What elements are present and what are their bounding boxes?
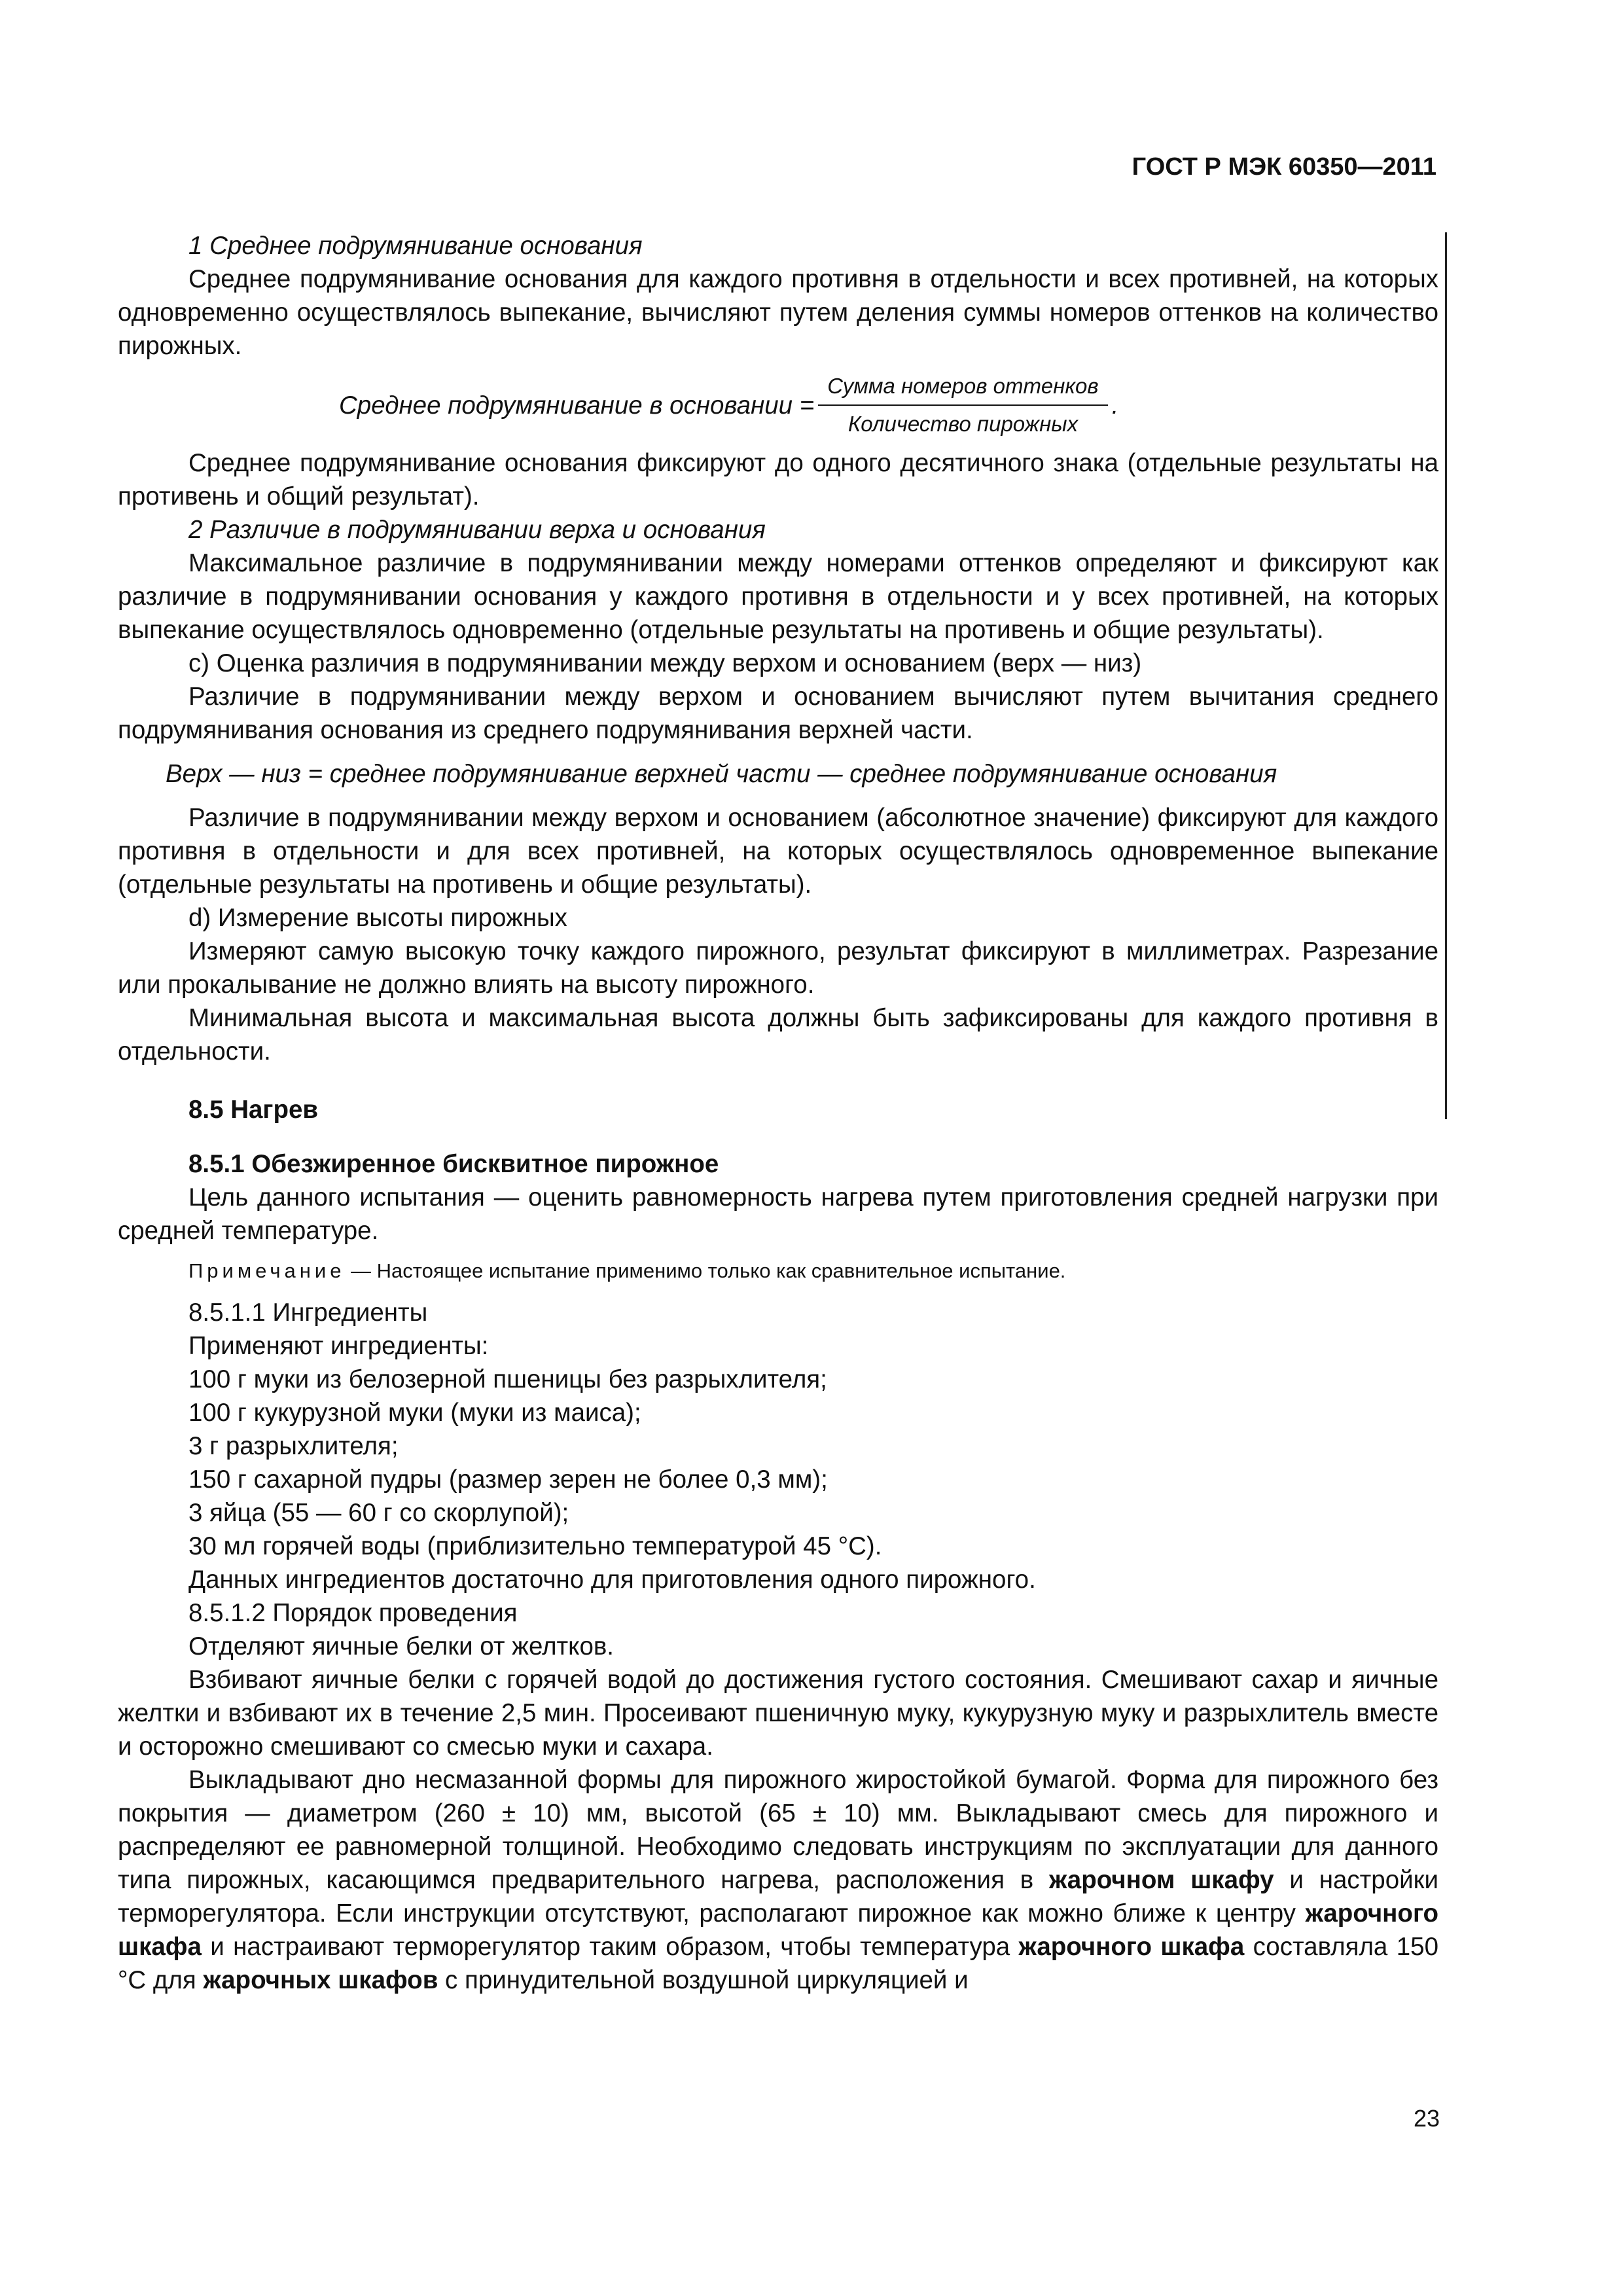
ingredient-item: 100 г кукурузной муки (муки из маиса); xyxy=(188,1399,641,1427)
formula-numerator: Сумма номеров оттенков xyxy=(818,372,1107,406)
item-1-heading xyxy=(118,229,1438,262)
ingredient-item: 3 яйца (55 — 60 г со скорлупой); xyxy=(188,1499,569,1527)
formula-top-bottom: Верх — низ = среднее подрумянивание верхней части — среднее подрумянивание основания xyxy=(166,760,1277,788)
paragraph: Различие в подрумянивании между верхом и основанием вычисляют путем вычитания среднего подрумянивания основания из среднего подрумянивания верхней части. xyxy=(118,683,1438,744)
page-number: 23 xyxy=(1413,2105,1440,2132)
ingredient-item: 150 г сахарной пудры (размер зерен не более 0,3 мм); xyxy=(188,1465,828,1494)
paragraph: Максимальное различие в подрумянивании между номерами оттенков определяют и фиксируют как различие в подрумянивании основания у каждого противня в отдельности и у всех противней, на которых выпекание осуществлялось одновременно (отдельные результаты на противень и общие результаты). xyxy=(118,549,1438,644)
term-bold: жарочного шкафа xyxy=(1018,1933,1245,1961)
ingredient-item: 100 г муки из белозерной пшеницы без разрыхлителя; xyxy=(188,1365,827,1393)
text-run: составляла 150 °С для xyxy=(118,1933,1438,1994)
section-heading-8-5-1: 8.5.1 Обезжиренное бисквитное пирожное xyxy=(188,1150,719,1178)
paragraph: Данных ингредиентов достаточно для приготовления одного пирожного. xyxy=(188,1566,1036,1594)
paragraph: Отделяют яичные белки от желтков. xyxy=(188,1632,615,1660)
ingredient-item: 3 г разрыхлителя; xyxy=(188,1432,399,1460)
formula-average-browning xyxy=(118,372,1438,439)
paragraph: Цель данного испытания — оценить равномерность нагрева путем приготовления средней нагрузки при средней температуре. xyxy=(118,1183,1438,1245)
paragraph: Измеряют самую высокую точку каждого пирожного, результат фиксируют в миллиметрах. Разрезание или прокалывание не должно влиять на высоту пирожного. xyxy=(118,937,1438,999)
standard-designation: ГОСТ Р МЭК 60350—2011 xyxy=(1132,153,1436,181)
paragraph xyxy=(118,1763,1438,1997)
term-bold: жарочных шкафов xyxy=(203,1966,438,1994)
item-1-title: 1 Среднее подрумянивание основания xyxy=(188,232,643,260)
item-d-heading: d) Измерение высоты пирожных xyxy=(188,904,567,932)
paragraph: Различие в подрумянивании между верхом и основанием (абсолютное значение) фиксируют для каждого противня в отдельности и для всех противней, на которых осуществлялось одновременное выпекание (отдельные результаты на противень и общие результаты). xyxy=(118,804,1438,899)
revision-margin-bar xyxy=(1445,232,1447,1119)
formula-end: . xyxy=(1111,391,1119,420)
text-run: и настраивают терморегулятор таким образом, чтобы температура xyxy=(201,1933,1019,1961)
item-c-heading: c) Оценка различия в подрумянивании между верхом и основанием (верх — низ) xyxy=(188,649,1142,677)
paragraph: Применяют ингредиенты: xyxy=(188,1332,489,1360)
item-2-heading: 2 Различие в подрумянивании верха и основания xyxy=(188,516,766,544)
subsection-8-5-1-2: 8.5.1.2 Порядок проведения xyxy=(188,1599,518,1627)
paragraph: Среднее подрумянивание основания фиксируют до одного десятичного знака (отдельные результаты на противень и общий результат). xyxy=(118,449,1438,511)
text-run: Выкладывают дно несмазанной формы для пирожного жиростойкой бумагой. Форма для пирожного без покрытия — диаметром (260 ± 10) мм, высотой (65 ± 10) мм. Выкладывают смесь для пирожного и распределяют ее равномерной толщиной. Необходимо следовать инструкциям по эксплуатации для данного типа пирожных, касающимся предварительного нагрева, расположения в xyxy=(118,1766,1438,1894)
paragraph: Среднее подрумянивание основания для каждого противня в отдельности и всех противней, на которых одновременно осуществлялось выпекание, вычисляют путем деления суммы номеров оттенков на количество пирожных. xyxy=(118,265,1438,360)
subsection-8-5-1-1: 8.5.1.1 Ингредиенты xyxy=(188,1299,428,1327)
formula-fraction xyxy=(818,372,1107,439)
note-label: Примечание xyxy=(188,1259,346,1282)
note xyxy=(118,1257,1438,1285)
formula-lhs: Среднее подрумянивание в основании = xyxy=(339,391,815,420)
term-bold: жарочного шкафа xyxy=(118,1899,1438,1961)
term-bold: жарочном шкафу xyxy=(1049,1866,1274,1894)
formula-denominator: Количество пирожных xyxy=(847,412,1079,436)
body-text xyxy=(118,229,1438,1997)
paragraph: Взбивают яичные белки с горячей водой до достижения густого состояния. Смешивают сахар и яичные желтки и взбивают их в течение 2,5 мин. Просеивают пшеничную муку, кукурузную муку и разрыхлитель вместе и осторожно смешивают со смесью муки и сахара. xyxy=(118,1666,1438,1761)
note-text: — Настоящее испытание применимо только как сравнительное испытание. xyxy=(345,1259,1066,1282)
ingredient-item: 30 мл горячей воды (приблизительно температурой 45 °С). xyxy=(188,1532,882,1560)
section-heading-8-5: 8.5 Нагрев xyxy=(188,1096,319,1124)
text-run: с принудительной воздушной циркуляцией и xyxy=(438,1966,969,1994)
text-run: и настройки терморегулятора. Если инструкции отсутствуют, располагают пирожное как можно ближе к центру xyxy=(118,1866,1438,1928)
paragraph: Минимальная высота и максимальная высота должны быть зафиксированы для каждого противня в отдельности. xyxy=(118,1004,1438,1066)
